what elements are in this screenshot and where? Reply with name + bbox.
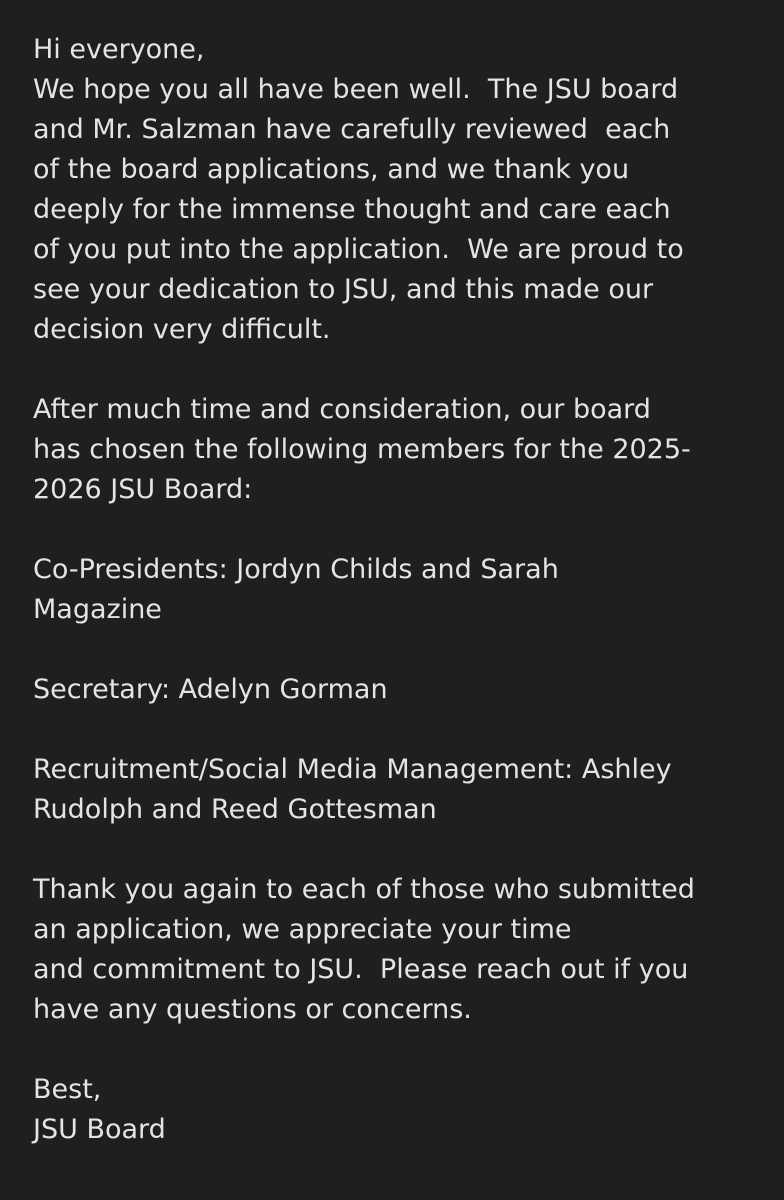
intro-line: deeply for the immense thought and care each	[33, 194, 671, 225]
paragraph-spacer	[33, 1030, 763, 1070]
paragraph-spacer	[33, 630, 763, 670]
recruitment-entry	[33, 750, 763, 830]
secretary-entry: Secretary: Adelyn Gorman	[33, 674, 388, 705]
greeting-line: Hi everyone,	[33, 34, 205, 65]
thanks-line: Thank you again to each of those who submitted	[33, 874, 695, 905]
message-body	[33, 30, 763, 1150]
thanks-paragraph	[33, 870, 763, 1030]
intro-line: of the board applications, and we thank you	[33, 154, 630, 185]
selection-paragraph	[33, 390, 763, 510]
thanks-line: and commitment to JSU. Please reach out if you	[33, 954, 689, 985]
intro-line: We hope you all have been well. The JSU board	[33, 74, 679, 105]
selection-line: has chosen the following members for the 2025-	[33, 434, 691, 465]
co-presidents-entry	[33, 550, 763, 630]
paragraph-spacer	[33, 830, 763, 870]
intro-line: and Mr. Salzman have carefully reviewed each	[33, 114, 671, 145]
co-presidents-line: Magazine	[33, 594, 162, 625]
intro-line: see your dedication to JSU, and this made our	[33, 274, 654, 305]
intro-line: decision very difficult.	[33, 314, 331, 345]
selection-line: 2026 JSU Board:	[33, 474, 253, 505]
recruitment-line: Rudolph and Reed Gottesman	[33, 794, 437, 825]
thanks-line: have any questions or concerns.	[33, 994, 472, 1025]
paragraph-spacer	[33, 510, 763, 550]
paragraph-spacer	[33, 350, 763, 390]
co-presidents-line: Co-Presidents: Jordyn Childs and Sarah	[33, 554, 559, 585]
recruitment-line: Recruitment/Social Media Management: Ashley	[33, 754, 672, 785]
signature-line: JSU Board	[33, 1114, 166, 1145]
selection-line: After much time and consideration, our board	[33, 394, 651, 425]
paragraph-spacer	[33, 710, 763, 750]
intro-paragraph	[33, 70, 763, 350]
signoff-line: Best,	[33, 1074, 102, 1105]
thanks-line: an application, we appreciate your time	[33, 914, 572, 945]
intro-line: of you put into the application. We are proud to	[33, 234, 684, 265]
